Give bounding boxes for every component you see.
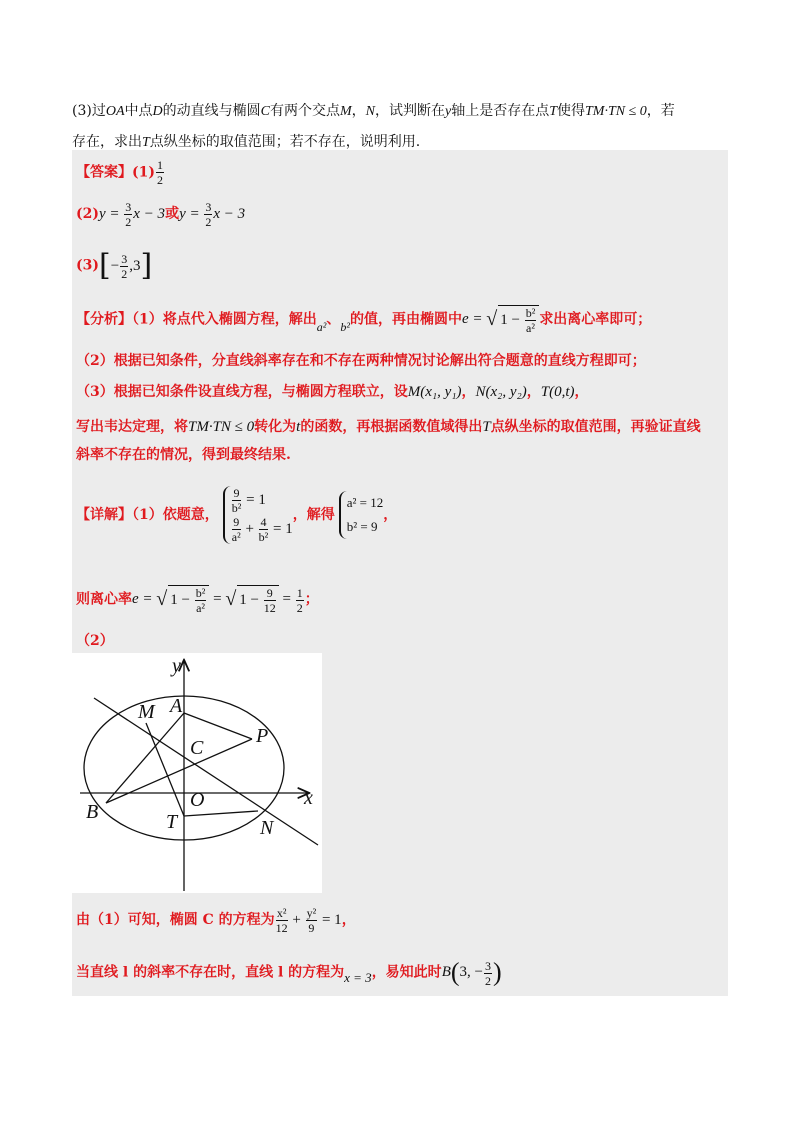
detail-text: ，解得 [292,507,335,523]
analysis-line-3 [76,381,588,401]
frac-num: 3 [125,200,132,214]
frac-num: 1 [296,585,303,600]
q3-text: ， [351,103,366,119]
e-inner: 1 − [500,311,524,328]
q3-text: 存在，求出 [72,134,142,150]
frac-den: 2 [205,215,212,229]
analysis-text: 点纵坐标的取值范围，再验证直线 [490,419,701,435]
point-t: T(0,t) [540,384,575,400]
q3-label: (3) [72,103,92,119]
q3-text: 使得 [557,103,586,119]
analysis-text: 求出离心率即可； [539,311,652,328]
analysis-tag: 【分析】 [76,311,132,328]
answer-or: 或 [165,205,180,222]
frac-num: 9 [233,515,240,529]
b-squared: b² [340,320,350,335]
frac-num: 3 [485,958,491,973]
eq-text: y = [179,205,204,222]
detail-line-4 [76,958,502,988]
eq-fraction [204,200,212,229]
label-c: C [190,737,204,759]
q3-text: 轴上是否存在点 [451,103,550,119]
sqrt-icon: √ [486,308,498,331]
ellipse-diagram [72,653,322,893]
q3-condition: TM·TN ≤ 0 [585,104,647,119]
frac-num: 3 [121,251,128,266]
solution-b2: b² = 9 [346,519,378,534]
frac-den: 12 [275,921,288,935]
analysis-text: 写出韦达定理，将 [76,419,188,435]
label-t: T [166,811,178,833]
frac-num: 9 [264,586,276,601]
answer-p1-fraction [156,158,164,187]
q3-text: 的动直线与椭圆 [162,103,261,119]
q3-text: 有两个交点 [269,103,340,119]
answer-p1-label: (1) [132,164,155,181]
eq-fraction [124,200,132,229]
q3-t: T [549,104,558,119]
point-b: B [441,964,451,981]
detail-text: 当直线 l 的斜率不存在时，直线 l 的方程为 [76,964,345,981]
frac-den: a² [231,530,241,544]
eq-plus: + [241,520,258,537]
analysis-text: 的函数，再根据函数值域得出 [300,419,483,435]
detail-part-2-label [76,630,114,650]
q3-m: M [339,104,352,119]
frac-num: 3 [205,200,212,214]
detail-text: （1）依题意， [132,507,219,523]
e-text: e = [461,311,487,328]
sqrt-body [498,305,539,335]
q3-text: ，试判断在 [375,103,445,119]
bracket-right: ] [140,248,153,283]
frac-num: x² [276,906,287,920]
eq-plus: + [288,911,305,928]
answer-tag: 【答案】 [76,164,132,181]
frac-num: b² [525,306,536,320]
e-fraction [525,306,537,335]
equation-system-1 [223,486,293,544]
condition: TM·TN ≤ 0 [188,419,255,435]
frac-den: 2 [485,973,491,988]
eq-text: x − 3 [133,205,166,222]
detail-line-1 [76,470,397,560]
eq-rhs: = 1 [242,491,266,508]
analysis-line-4 [76,416,701,436]
answer-line-1 [76,158,165,187]
detail-text: ； [304,591,319,608]
frac-num: 9 [233,486,240,500]
label-x: x [304,787,313,809]
q3-text: ，若 [646,103,675,119]
frac-den: b² [231,501,242,515]
analysis-text: （3）根据已知条件设直线方程，与椭圆方程联立，设 [76,384,408,400]
paren-open: ( [450,958,460,987]
minus: − [110,257,120,274]
analysis-text: 的值，再由椭圆中 [349,311,462,328]
eq-text: x − 3 [213,205,246,222]
sqrt-icon: √ [225,588,237,611]
analysis-text: 转化为 [254,419,297,435]
q3-text: 过 [91,103,106,119]
point-n: N(x₂, y₂) [475,384,527,400]
detail-text: （2） [76,633,114,649]
equation-system-2 [339,491,384,539]
label-m: M [138,701,155,723]
eq-sign: = [209,591,226,608]
ellipse-figure [72,653,322,893]
detail-line-2 [76,585,319,615]
var-T: T [482,419,491,435]
label-n: N [260,817,274,839]
frac-num: b² [195,586,206,600]
solution-a2: a² = 12 [346,495,384,510]
eq-x3: x = 3 [344,970,372,986]
q3-d: D [152,104,163,119]
analysis-text: ， [574,384,589,400]
detail-text: ， [383,507,398,523]
eq-rhs: = 1 [269,520,293,537]
analysis-text: ， [461,384,476,400]
line-mt [146,723,184,816]
label-y: y [172,655,181,677]
frac-den: a² [196,601,205,615]
detail-text: 由（1）可知，椭圆 C 的方程为 [76,911,275,928]
q3-t: T [142,135,150,150]
eq-sign: = [278,591,295,608]
frac-den: a² [526,321,535,335]
analysis-text: 、 [326,311,341,328]
frac-num: y² [306,906,317,920]
question-3 [72,96,732,158]
frac-den: 2 [121,266,128,281]
analysis-text: （2）根据已知条件，分直线斜率存在和不存在两种情况讨论解出符合题意的直线方程即可； [76,353,646,369]
frac-den: 2 [157,173,163,187]
label-a: A [170,695,183,717]
line-ap [184,713,252,739]
eq-rhs: = 1 [318,911,342,928]
analysis-line-5 [76,444,291,464]
analysis-text: ， [526,384,541,400]
e-inner: 1 − [239,591,263,608]
q3-c: C [260,104,270,119]
a-squared: a² [316,320,327,335]
frac-num: 4 [260,515,267,529]
analysis-text: 斜率不存在的情况，得到最终结果. [76,447,291,463]
frac-den: 9 [308,921,315,935]
analysis-line-1 [76,305,651,335]
line-ab [106,713,184,803]
q3-text: 中点 [124,103,153,119]
interval-fraction [120,252,128,281]
point-m: M(x₁, y₁) [407,384,462,400]
sqrt-icon: √ [156,588,168,611]
detail-text: ， [341,911,356,928]
point-b-x: 3, − [459,964,483,981]
interval-right: ,3 [129,257,141,274]
label-p: P [256,725,269,747]
eq-text: y = [99,205,124,222]
e-text: e = [132,591,157,608]
answer-line-2 [76,200,245,229]
answer-line-3 [76,248,152,283]
bracket-left: [ [99,248,111,283]
detail-tag: 【详解】 [76,507,132,523]
paren-close: ) [493,958,502,987]
q3-n: N [365,104,375,119]
detail-text: ，易知此时 [371,964,442,981]
answer-p3-label: (3) [76,257,99,274]
var-t: t [296,419,301,435]
analysis-text: （1）将点代入椭圆方程，解出 [132,311,317,328]
frac-den: b² [258,530,269,544]
detail-line-3 [76,906,356,935]
e-inner: 1 − [170,591,194,608]
analysis-line-2 [76,350,646,370]
q3-oa: OA [105,104,125,119]
label-b: B [86,801,99,823]
frac-num: 1 [157,158,163,172]
q3-y: y [445,104,452,119]
q3-text: 点纵坐标的取值范围；若不存在，说明利用. [149,134,421,150]
answer-p2-label: (2) [76,205,99,222]
label-o: O [190,789,205,811]
frac-den: 2 [296,600,303,615]
frac-den: 2 [125,215,132,229]
frac-den: 12 [263,601,276,615]
detail-text: 则离心率 [76,591,132,608]
